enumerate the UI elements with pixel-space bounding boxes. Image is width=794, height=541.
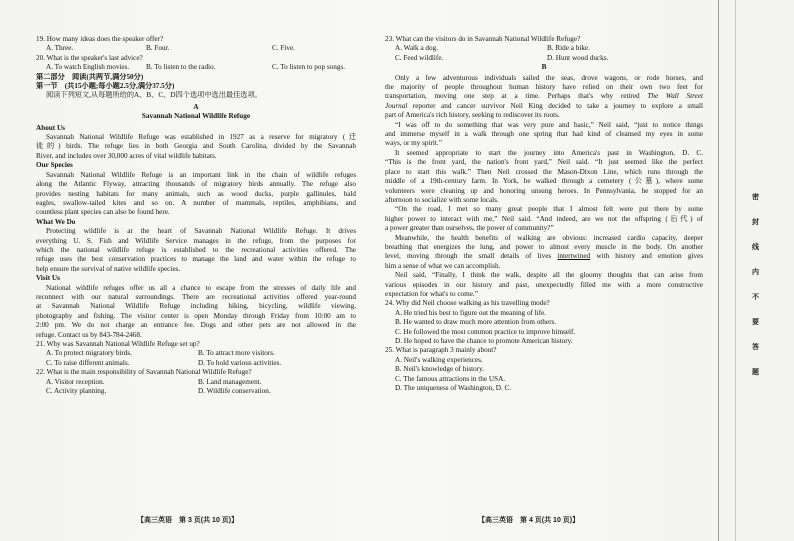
option: A. Three.	[46, 44, 74, 53]
heading-visit: Visit Us	[36, 274, 60, 283]
para-line: place to start this walk.” Then Neil crossed the Mason-Dixon Line, which runs through the	[385, 167, 703, 176]
question-21-options-row2	[36, 359, 356, 368]
para-line: him a sense of what we can accomplish.	[385, 261, 501, 270]
question-21: 21. Why was Savannah National Wildlife Refuge set up?	[36, 340, 200, 348]
option: A. To protect migratory birds.	[46, 349, 132, 358]
heading-about: About Us	[36, 123, 65, 132]
para-line: It seemed appropriate to start the journey into America's past in Washington, D. C.	[395, 148, 703, 157]
para-line: middle of a 19th-century farm. In York, he walked through a cemetery (公墓), where some	[385, 177, 703, 186]
seal-char: 内	[752, 269, 759, 276]
question-25: 25. What is paragraph 3 mainly about?	[385, 346, 497, 355]
part-2-heading: 第二部分 阅读(共两节,满分50分)	[36, 72, 144, 81]
text-run: transportation, moving one step at a time. Perhaps that's why retired	[385, 92, 640, 101]
option: B. Land management.	[198, 377, 262, 386]
left-column	[36, 35, 356, 396]
para-line: higher power to interact with me,” Neil said. “And indeed, are we not the offspring (后代) of	[385, 214, 703, 223]
option: A. Neil's walking experiences.	[395, 355, 483, 364]
option: B. To attract more visitors.	[198, 349, 275, 358]
para-line	[385, 102, 703, 111]
newspaper-name: The Wall Street	[647, 92, 703, 101]
para-line: Savannah National Wildlife Refuge is an important link in the chain of wildlife refuges	[46, 170, 356, 179]
para-line: along the Atlantic Flyway, attracting thousands of migratory birds annually. The refuge also	[36, 180, 356, 189]
para-line: at Savannah National Wildlife Refuge including hiking, bicycling, wildlife viewing,	[36, 302, 356, 311]
seal-line-notice	[752, 185, 759, 385]
question-20: 20. What is the speaker's last advice?	[36, 53, 143, 62]
para-line: various episodes in our history and past, unexpectedly filled me with a more constructive	[385, 280, 703, 289]
para-line: ways, or my spirit.”	[385, 139, 442, 148]
seal-char: 题	[752, 369, 759, 376]
para-line: volunteers were cleaning up and honoring unsung heroes. In Pennsylvania, he stopped for an	[385, 186, 703, 195]
question-23-options-row1	[385, 44, 703, 53]
option: C. Activity planning.	[46, 387, 107, 396]
para-line: breathing that energizes the lung, and power to almost every muscle in the body. On another	[385, 242, 703, 251]
seal-char: 线	[752, 244, 759, 251]
option: D. He hoped to have the chance to promote American history.	[395, 337, 573, 345]
question-24: 24. Why did Neil choose walking as his travelling mode?	[385, 299, 550, 308]
passage-label-a: A	[193, 102, 199, 111]
question-22-options-row2	[36, 387, 356, 396]
option: D. Wildlife conservation.	[198, 387, 271, 396]
underlined-word: intertwined	[557, 252, 591, 261]
para-line: the majority of people throughout human history have relied on their own two feet for	[385, 83, 703, 92]
heading-species: Our Species	[36, 161, 73, 170]
para-line	[385, 252, 703, 261]
question-19-options	[36, 44, 356, 53]
seal-char: 不	[752, 294, 759, 301]
para-line: 徙的) birds. The refuge lies in both Georgia and South Carolina, divided by the Savannah	[36, 142, 356, 151]
para-line: 2:00 pm. We do not charge an entrance fee. Dogs and other pets are not allowed in the	[36, 321, 356, 330]
para-line: countless plant species can also be found here.	[36, 208, 170, 217]
option: B. Ride a bike.	[547, 44, 590, 53]
right-column	[385, 35, 703, 393]
para-line: refuge uses the best conservation practices to manage the land and water within the refuge to	[36, 255, 356, 264]
para-line: “I was off to do something that was very pure and basic,” Neil said, “just to notice things	[395, 120, 703, 129]
para-line: Only a few adventurous individuals sailed the seas, drove wagons, or rode horses, and	[395, 73, 703, 82]
para-line: and immerse myself in a walk through one spring that had kind of cleansed my eyes in some	[385, 130, 703, 139]
para-line	[385, 92, 703, 101]
option: B. To listen to the radio.	[146, 63, 216, 72]
seal-char: 封	[752, 219, 759, 226]
para-line: Savannah National Wildlife Refuge was established in 1927 as a reserve for migratory (迁	[46, 133, 356, 142]
para-line: help ensure the survival of native wildlife species.	[36, 264, 181, 273]
option: B. Four.	[146, 44, 170, 53]
binding-line-inner	[735, 0, 736, 541]
question-21-options-row1	[36, 349, 356, 358]
para-line: eagles, swallow-tailed kites and so on. A number of mammals, reptiles, amphibians, and	[36, 198, 356, 207]
option: C. Feed wildlife.	[395, 53, 444, 62]
passage-title: Savannah National Wildlife Refuge	[141, 112, 251, 121]
binding-line	[718, 0, 719, 541]
question-23-options-row2	[385, 54, 703, 63]
para-line: “On the road, I met so many great people that I almost felt were put there by some	[395, 205, 703, 214]
question-22-options-row1	[36, 378, 356, 387]
section-1-heading: 第一节 (共15小题;每小题2.5分,满分37.5分)	[36, 82, 175, 91]
page-footer-left: 【高三英语 第 3 页(共 10 页)】	[137, 517, 239, 524]
para-line: part of America's rich history, seeking to rediscover its roots.	[385, 111, 560, 120]
option: A. He tried his best to figure out the meaning of life.	[395, 308, 547, 317]
para-line: Neil said, “Finally, I think the walk, despite all the gloomy thoughts that can arise from	[395, 271, 703, 280]
question-19: 19. How many ideas does the speaker offer?	[36, 35, 164, 43]
option: B. Neil's knowledge of history.	[395, 365, 485, 374]
option: D. The uniqueness of Washington, D. C.	[395, 384, 512, 393]
para-line: provides nesting habitats for many animals, such as wood ducks, purple gallinules, bald	[36, 189, 356, 198]
para-line: expectation for what's to come.”	[385, 289, 478, 298]
text-run: with history and emotion gives	[590, 252, 703, 261]
para-line: Meanwhile, the health benefits of walking are obvious: increased cardio capacity, deeper	[395, 233, 703, 242]
option: A. Walk a dog.	[395, 44, 439, 53]
option: A. Visitor reception.	[46, 377, 105, 386]
option: C. Five.	[272, 44, 295, 53]
text-run: level, moving through the small details of lives	[385, 252, 558, 261]
heading-what: What We Do	[36, 217, 76, 226]
option: C. The famous attractions in the USA.	[395, 374, 506, 383]
para-line: National wildlife refuges offer us all a chance to escape from the stresses of daily life and	[46, 283, 356, 292]
question-22: 22. What is the main responsibility of Savannah National Wildlife Refuge?	[36, 368, 252, 377]
question-20-options	[36, 63, 356, 72]
newspaper-name-cont: Journal	[385, 101, 408, 110]
option: C. He followed the most common practice to improve himself.	[395, 327, 576, 336]
instructions: 阅读下列短文,从每题所给的A、B、C、D四个选项中选出最佳选项。	[46, 91, 262, 100]
para-line: Protecting wildlife is at the heart of Savannah National Wildlife Refuge. It drives	[46, 227, 356, 236]
option: A. To watch English movies.	[46, 63, 130, 72]
question-23: 23. What can the visitors do in Savannah National Wildlife Refuge?	[385, 35, 581, 43]
option: D. To hold various activities.	[198, 358, 282, 367]
seal-char: 要	[752, 319, 759, 326]
para-line: a power greater than ourselves, the power of community?”	[385, 224, 554, 233]
seal-char: 答	[752, 344, 759, 351]
para-line: afternoon to socialize with some locals.	[385, 195, 499, 204]
passage-label-b: B	[541, 63, 547, 72]
para-line: reconnect with our natural surroundings. There are recreational activities offered year-round	[36, 292, 356, 301]
para-line: “This is the front yard, the nation's front yard,” Neil said. “It just seemed like the perfect	[385, 158, 703, 167]
option: D. Hunt wood ducks.	[547, 53, 609, 62]
text-run: reporter and cancer survivor Neil King decided to take a journey to explore a small	[407, 101, 703, 110]
option: C. To raise different animals.	[46, 358, 130, 367]
para-line: everything U. S. Fish and Wildlife Service manages in the refuge, from the purposes for	[36, 236, 356, 245]
para-line: photography and fishing. The visitor center is open Monday through Friday from 10:00 am to	[36, 311, 356, 320]
para-line: which the national wildlife refuge is established to the recreational activities offered. The	[36, 245, 356, 254]
option: C. To listen to pop songs.	[272, 63, 346, 72]
page-footer-right: 【高三英语 第 4 页(共 10 页)】	[478, 517, 580, 524]
option: B. He wanted to draw much more attention from others.	[395, 318, 557, 327]
para-line: River, and includes over 30,000 acres of vital wildlife habitats.	[36, 151, 217, 160]
seal-char: 密	[752, 194, 759, 201]
para-line: refuge. Contact us by 843-784-2468.	[36, 330, 142, 339]
